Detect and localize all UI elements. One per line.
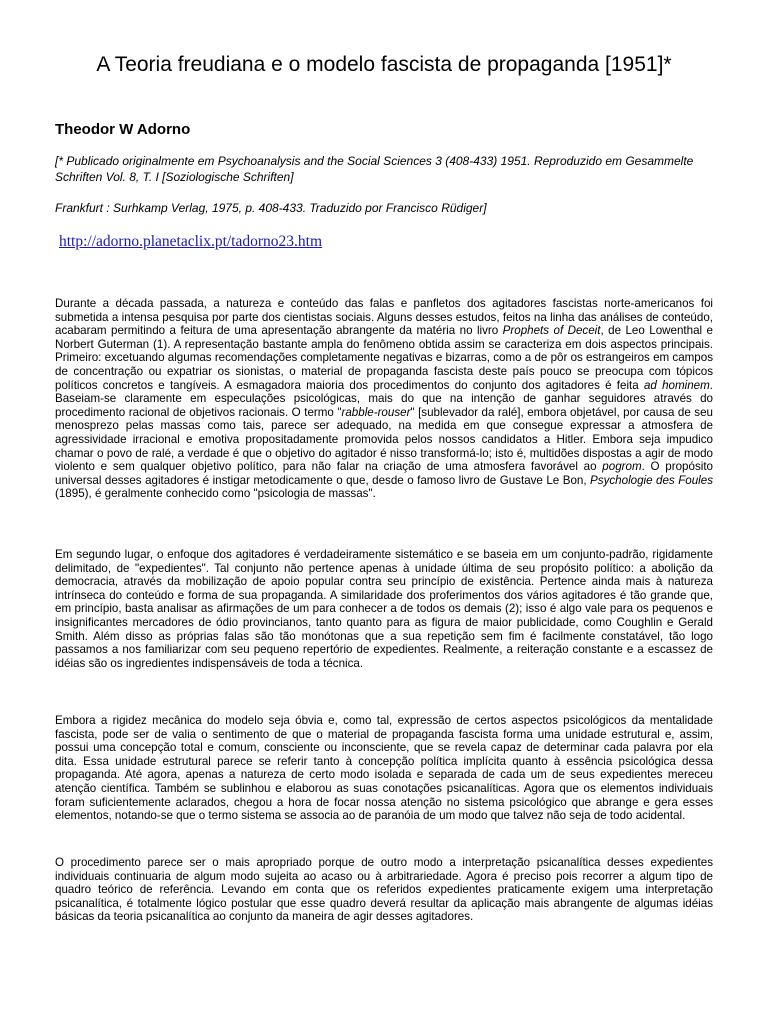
p1-text-a: Durante a década passada, a natureza e conteúdo das falas e panfletos dos agitadores fascistas norte-americanos foi submetida a intensa pesquisa por parte dos cientistas sociais. Alguns desses estudos, feitos na linha das análises de conteúdo, acabaram permitindo a feitura de uma apresentação abrangente da matéria no livro: [55, 297, 713, 338]
paragraph-3: Embora a rigidez mecânica do modelo seja óbvia e, como tal, expressão de certos aspectos psicológicos da mentalidade fascista, pode ser de valia o sentimento de que o material de propaganda fascista forma uma unidade estrutural e, assim, possui uma concepção total e comum, consciente ou inconsciente, que se revela capaz de determinar cada palavra por ela dita. Essa unidade estrutural parece se referir tanto à concepção política implícita quanto à essência psicológica dessa propaganda. Até agora, apenas a natureza de certo modo isolada e separada de cada um de seus expedientes mereceu atenção científica. Também se sublinhou e elaborou as suas conotações psicanalíticas. Agora que os elementos individuais foram suficientemente aclarados, chegou a hora de focar nossa atenção no sistema psicológico que abrange e gera esses elementos, notando-se que o termo sistema se associa ao de paranóia de um modo que talvez não seja de todo acidental.: [55, 714, 713, 823]
p1-text-g: " [sublevador da ralé], embora objetável, por causa de seu menosprezo pelas massas como tais, parece ser adequado, na medida em que consegue expressar a atmosfera de agressividade irracional e emotiva propositadamente promovida pelos nossos candidatos a Hitler. Embora seja impudico chamar o povo de ralé, a verdade é que o objetivo do agitador é nisso transformá-lo; isto é, multidões dispostas a agir de modo violento e sem qualquer objetivo político, para não falar na criação de uma atmosfera favorável ao: [55, 405, 714, 474]
p1-text-e: . Baseiam-se claramente em especulações psicológicas, mais do que na intenção de ganhar seguidores através do procedimento racional de objetivos racionais. O termo ": [55, 378, 713, 419]
p1-ad-hominem: ad hominem: [643, 378, 710, 392]
author-name: Theodor W Adorno: [55, 121, 191, 138]
paragraph-1: [55, 297, 713, 501]
publication-note: [* Publicado originalmente em Psychoanalysis and the Social Sciences 3 (408-433) 1951. Reproduzido em Gesammelte Schriften Vol. 8, T. I [Soziologische Schriften]: [55, 154, 694, 184]
p1-text-k: (1895), é geralmente conhecido como "psicologia de massas".: [55, 487, 376, 501]
translation-note: Frankfurt : Surhkamp Verlag, 1975, p. 408-433. Traduzido por Francisco Rüdiger]: [55, 201, 487, 215]
p1-text-i: . O propósito universal desses agitadores é instigar metodicamente o que, desde o famoso livro de Gustave Le Bon,: [55, 460, 713, 487]
paragraph-2: Em segundo lugar, o enfoque dos agitadores é verdadeiramente sistemático e se baseia em um conjunto-padrão, rigidamente delimitado, de "expedientes". Tal conjunto não pertence apenas à unidade última de seu propósito político: a abolição da democracia, através da mobilização de apoio popular contra seu princípio de existência. Pertence ainda mais à natureza intrínseca do conteúdo e forma de sua propaganda. A similaridade dos proferimentos dos vários agitadores é tão grande que, em princípio, basta analisar as afirmações de um para conhecer a de todos os demais (2); isso é algo vale para os pequenos e insignificantes mercadores de ódio provincianos, tanto quanto para as figura de maior publicidade, como Coughlin e Gerald Smith. Além disso as próprias falas são tão monótonas que a sua repetição sem fim é facilmente constatável, tão logo passamos a nos familiarizar com seu pequeno repertório de expedientes. Realmente, a reiteração constante e a escassez de idéias são os ingredientes indispensáveis de toda a técnica.: [55, 548, 713, 670]
paragraph-4: O procedimento parece ser o mais apropriado porque de outro modo a interpretação psicanalítica desses expedientes individuais continuaria de algum modo sujeita ao acaso ou à arbitrariedade. Agora é preciso pois recorrer a algum tipo de quadro teórico de referência. Levando em conta que os referidos expedientes praticamente exigem uma interpretação psicanalítica, é totalmente lógico postular que esse quadro deverá resultar da aplicação mais abrangente de algumas idéias básicas da teoria psicanalítica ao conjunto da maneira de agir desses agitadores.: [55, 856, 713, 924]
p1-book-title: Prophets of Deceit: [502, 324, 601, 338]
page-title: A Teoria freudiana e o modelo fascista de propaganda [1951]*: [96, 53, 672, 76]
p1-pogrom: pogrom: [602, 460, 642, 474]
p1-text-c: , de Leo Lowenthal e Norbert Guterman (1). A representação bastante ampla do fenômeno obtida assim se caracteriza em dois aspectos principais. Primeiro: excetuando algumas recomendações completamente negativas e bizarras, como a de pôr os estrangeiros em campos de concentração ou expatriar os sionistas, o material de propaganda fascista deste país pouco se preocupa com tópicos políticos concretos e tangíveis. A esmagadora maioria dos procedimentos do conjunto dos agitadores é feita: [55, 324, 713, 392]
p1-rabble-rouser: rabble-rouser: [341, 405, 411, 419]
p1-psychologie-title: Psychologie des Foules: [590, 473, 713, 487]
source-link[interactable]: http://adorno.planetaclix.pt/tadorno23.htm: [59, 233, 323, 250]
